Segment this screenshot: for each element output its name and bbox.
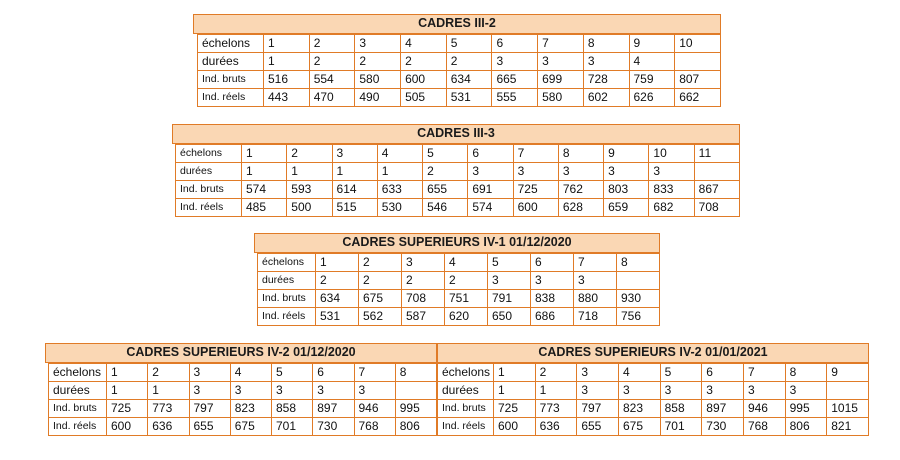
row-reels [176, 199, 740, 217]
cell-bruts: 600 [401, 71, 447, 89]
cell-durees: 3 [660, 382, 702, 400]
cell-reels: 628 [558, 199, 603, 217]
cell-durees: 1 [332, 163, 377, 181]
cell-bruts: 797 [189, 400, 230, 418]
cell-durees: 3 [577, 382, 619, 400]
cell-durees: 3 [574, 272, 617, 290]
cell-echelons: 5 [272, 364, 313, 382]
row-label-durees: durées [176, 163, 242, 181]
cell-echelons: 1 [107, 364, 148, 382]
cell-durees: 2 [445, 272, 488, 290]
cell-reels: 768 [354, 418, 395, 436]
row-durees [49, 382, 437, 400]
cell-echelons: 7 [354, 364, 395, 382]
cell-durees: 1 [148, 382, 189, 400]
row-label-bruts: Ind. bruts [49, 400, 107, 418]
table-title: CADRES SUPERIEURS IV-1 01/12/2020 [254, 233, 660, 253]
cell-durees: 3 [189, 382, 230, 400]
cell-durees [617, 272, 660, 290]
cell-bruts: 995 [395, 400, 436, 418]
cell-echelons: 3 [332, 145, 377, 163]
cell-durees: 3 [618, 382, 660, 400]
cell-durees: 3 [468, 163, 513, 181]
cell-echelons: 8 [785, 364, 827, 382]
cell-durees: 1 [107, 382, 148, 400]
cell-echelons: 5 [488, 254, 531, 272]
cell-bruts: 725 [107, 400, 148, 418]
cell-reels: 600 [107, 418, 148, 436]
row-bruts [198, 71, 721, 89]
row-label-durees: durées [438, 382, 494, 400]
cell-reels: 650 [488, 308, 531, 326]
cell-reels: 701 [660, 418, 702, 436]
cell-reels: 701 [272, 418, 313, 436]
cell-echelons: 7 [574, 254, 617, 272]
cell-durees: 3 [558, 163, 603, 181]
cell-echelons: 2 [148, 364, 189, 382]
cell-bruts: 759 [629, 71, 675, 89]
row-reels [438, 418, 869, 436]
row-label-reels: Ind. réels [258, 308, 316, 326]
row-label-reels: Ind. réels [49, 418, 107, 436]
cell-reels: 655 [189, 418, 230, 436]
row-echelons [198, 35, 721, 53]
cell-durees: 3 [272, 382, 313, 400]
cell-bruts: 728 [583, 71, 629, 89]
cell-reels: 675 [618, 418, 660, 436]
cell-reels: 531 [446, 89, 492, 107]
grade-table [48, 363, 437, 436]
cell-bruts: 823 [230, 400, 271, 418]
cell-reels: 730 [702, 418, 744, 436]
row-label-durees: durées [198, 53, 264, 71]
row-label-echelons: échelons [49, 364, 107, 382]
cell-durees: 1 [377, 163, 422, 181]
cell-echelons: 8 [558, 145, 603, 163]
cell-reels: 490 [355, 89, 401, 107]
cell-bruts: 897 [702, 400, 744, 418]
cell-bruts: 725 [494, 400, 536, 418]
cell-reels: 662 [675, 89, 721, 107]
cell-echelons: 3 [355, 35, 401, 53]
cell-bruts: 614 [332, 181, 377, 199]
cell-echelons: 5 [660, 364, 702, 382]
row-bruts [49, 400, 437, 418]
cell-echelons: 3 [577, 364, 619, 382]
grade-table [437, 363, 869, 436]
grade-table [257, 253, 660, 326]
cell-reels: 600 [494, 418, 536, 436]
row-durees [176, 163, 740, 181]
table-cadres-iii-2 [193, 14, 721, 107]
row-bruts [438, 400, 869, 418]
table-title: CADRES III-2 [193, 14, 721, 34]
cell-echelons: 6 [531, 254, 574, 272]
row-reels [49, 418, 437, 436]
cell-bruts: 554 [309, 71, 355, 89]
row-bruts [258, 290, 660, 308]
grade-table [175, 144, 740, 217]
table-cadres-superieurs-iv-1 [254, 233, 660, 326]
cell-reels: 675 [230, 418, 271, 436]
cell-durees [395, 382, 436, 400]
cell-echelons: 9 [604, 145, 649, 163]
cell-durees: 3 [531, 272, 574, 290]
row-label-echelons: échelons [258, 254, 316, 272]
cell-durees [694, 163, 739, 181]
cell-bruts: 823 [618, 400, 660, 418]
cell-durees: 1 [242, 163, 287, 181]
cell-bruts: 867 [694, 181, 739, 199]
cell-bruts: 516 [264, 71, 310, 89]
table-cadres-superieurs-iv-2-2021 [437, 343, 869, 436]
cell-reels: 485 [242, 199, 287, 217]
cell-echelons: 2 [359, 254, 402, 272]
cell-reels: 546 [423, 199, 468, 217]
cell-bruts: 858 [272, 400, 313, 418]
cell-echelons: 4 [445, 254, 488, 272]
row-durees [438, 382, 869, 400]
cell-reels: 659 [604, 199, 649, 217]
cell-echelons: 10 [649, 145, 694, 163]
cell-durees: 3 [649, 163, 694, 181]
cell-echelons: 7 [743, 364, 785, 382]
cell-durees: 2 [309, 53, 355, 71]
cell-durees: 3 [538, 53, 584, 71]
cell-bruts: 580 [355, 71, 401, 89]
cell-bruts: 634 [446, 71, 492, 89]
cell-echelons: 9 [629, 35, 675, 53]
row-label-reels: Ind. réels [198, 89, 264, 107]
cell-reels: 768 [743, 418, 785, 436]
cell-echelons: 4 [230, 364, 271, 382]
cell-bruts: 633 [377, 181, 422, 199]
grade-table [197, 34, 721, 107]
cell-reels: 555 [492, 89, 538, 107]
cell-durees: 2 [446, 53, 492, 71]
cell-durees: 3 [488, 272, 531, 290]
cell-reels: 655 [577, 418, 619, 436]
row-label-bruts: Ind. bruts [438, 400, 494, 418]
row-reels [198, 89, 721, 107]
cell-bruts: 773 [148, 400, 189, 418]
cell-durees [675, 53, 721, 71]
cell-durees: 3 [354, 382, 395, 400]
cell-reels: 806 [395, 418, 436, 436]
cell-durees: 3 [492, 53, 538, 71]
cell-reels: 636 [148, 418, 189, 436]
cell-reels: 500 [287, 199, 332, 217]
cell-bruts: 593 [287, 181, 332, 199]
cell-echelons: 4 [377, 145, 422, 163]
row-durees [258, 272, 660, 290]
cell-durees: 3 [513, 163, 558, 181]
row-label-durees: durées [49, 382, 107, 400]
cell-echelons: 6 [492, 35, 538, 53]
cell-reels: 515 [332, 199, 377, 217]
row-label-bruts: Ind. bruts [198, 71, 264, 89]
row-label-bruts: Ind. bruts [176, 181, 242, 199]
cell-reels: 806 [785, 418, 827, 436]
cell-durees: 3 [583, 53, 629, 71]
cell-durees: 3 [604, 163, 649, 181]
cell-echelons: 8 [583, 35, 629, 53]
cell-bruts: 833 [649, 181, 694, 199]
cell-reels: 730 [313, 418, 354, 436]
cell-reels: 574 [468, 199, 513, 217]
table-title: CADRES III-3 [172, 124, 740, 144]
cell-reels: 470 [309, 89, 355, 107]
cell-echelons: 2 [535, 364, 577, 382]
cell-durees: 2 [316, 272, 359, 290]
cell-echelons: 1 [316, 254, 359, 272]
row-bruts [176, 181, 740, 199]
cell-bruts: 858 [660, 400, 702, 418]
row-label-durees: durées [258, 272, 316, 290]
row-label-echelons: échelons [198, 35, 264, 53]
cell-durees: 3 [785, 382, 827, 400]
cell-reels: 580 [538, 89, 584, 107]
row-echelons [176, 145, 740, 163]
cell-durees: 2 [355, 53, 401, 71]
cell-bruts: 691 [468, 181, 513, 199]
cell-echelons: 6 [313, 364, 354, 382]
cell-echelons: 2 [309, 35, 355, 53]
cell-echelons: 3 [189, 364, 230, 382]
cell-bruts: 946 [743, 400, 785, 418]
row-durees [198, 53, 721, 71]
cell-bruts: 838 [531, 290, 574, 308]
cell-bruts: 751 [445, 290, 488, 308]
cell-reels: 443 [264, 89, 310, 107]
table-title: CADRES SUPERIEURS IV-2 01/01/2021 [437, 343, 869, 363]
row-reels [258, 308, 660, 326]
cell-echelons: 7 [513, 145, 558, 163]
row-label-echelons: échelons [176, 145, 242, 163]
cell-reels: 505 [401, 89, 447, 107]
cell-durees: 4 [629, 53, 675, 71]
cell-echelons: 2 [287, 145, 332, 163]
cell-bruts: 773 [535, 400, 577, 418]
cell-bruts: 791 [488, 290, 531, 308]
cell-echelons: 8 [395, 364, 436, 382]
cell-bruts: 655 [423, 181, 468, 199]
row-echelons [49, 364, 437, 382]
cell-durees: 3 [702, 382, 744, 400]
row-label-bruts: Ind. bruts [258, 290, 316, 308]
cell-reels: 587 [402, 308, 445, 326]
cell-reels: 600 [513, 199, 558, 217]
row-label-echelons: échelons [438, 364, 494, 382]
cell-bruts: 797 [577, 400, 619, 418]
cell-echelons: 1 [264, 35, 310, 53]
cell-bruts: 930 [617, 290, 660, 308]
cell-durees: 3 [313, 382, 354, 400]
cell-bruts: 675 [359, 290, 402, 308]
cell-bruts: 803 [604, 181, 649, 199]
cell-bruts: 807 [675, 71, 721, 89]
cell-bruts: 699 [538, 71, 584, 89]
table-cadres-iii-3 [172, 124, 740, 217]
cell-durees: 3 [743, 382, 785, 400]
cell-bruts: 574 [242, 181, 287, 199]
cell-durees: 2 [359, 272, 402, 290]
cell-echelons: 10 [675, 35, 721, 53]
cell-reels: 620 [445, 308, 488, 326]
cell-echelons: 9 [827, 364, 869, 382]
cell-durees: 2 [423, 163, 468, 181]
cell-bruts: 634 [316, 290, 359, 308]
cell-echelons: 4 [618, 364, 660, 382]
cell-bruts: 708 [402, 290, 445, 308]
cell-reels: 626 [629, 89, 675, 107]
cell-reels: 821 [827, 418, 869, 436]
cell-reels: 530 [377, 199, 422, 217]
cell-durees: 3 [230, 382, 271, 400]
cell-reels: 602 [583, 89, 629, 107]
cell-reels: 562 [359, 308, 402, 326]
cell-bruts: 880 [574, 290, 617, 308]
cell-echelons: 6 [468, 145, 513, 163]
cell-reels: 636 [535, 418, 577, 436]
table-title: CADRES SUPERIEURS IV-2 01/12/2020 [45, 343, 437, 363]
cell-durees: 2 [402, 272, 445, 290]
cell-durees: 2 [401, 53, 447, 71]
cell-echelons: 1 [242, 145, 287, 163]
cell-echelons: 1 [494, 364, 536, 382]
cell-durees [827, 382, 869, 400]
cell-echelons: 8 [617, 254, 660, 272]
cell-durees: 1 [494, 382, 536, 400]
cell-echelons: 5 [423, 145, 468, 163]
cell-bruts: 665 [492, 71, 538, 89]
cell-echelons: 7 [538, 35, 584, 53]
cell-reels: 686 [531, 308, 574, 326]
row-echelons [438, 364, 869, 382]
row-label-reels: Ind. réels [438, 418, 494, 436]
cell-reels: 718 [574, 308, 617, 326]
table-cadres-superieurs-iv-2-2020 [45, 343, 437, 436]
cell-echelons: 6 [702, 364, 744, 382]
cell-bruts: 995 [785, 400, 827, 418]
row-label-reels: Ind. réels [176, 199, 242, 217]
cell-echelons: 5 [446, 35, 492, 53]
cell-reels: 531 [316, 308, 359, 326]
cell-bruts: 1015 [827, 400, 869, 418]
cell-echelons: 4 [401, 35, 447, 53]
cell-durees: 1 [264, 53, 310, 71]
row-echelons [258, 254, 660, 272]
cell-reels: 708 [694, 199, 739, 217]
cell-bruts: 762 [558, 181, 603, 199]
cell-bruts: 725 [513, 181, 558, 199]
cell-bruts: 946 [354, 400, 395, 418]
cell-durees: 1 [287, 163, 332, 181]
cell-bruts: 897 [313, 400, 354, 418]
cell-echelons: 3 [402, 254, 445, 272]
cell-echelons: 11 [694, 145, 739, 163]
cell-reels: 682 [649, 199, 694, 217]
cell-durees: 1 [535, 382, 577, 400]
cell-reels: 756 [617, 308, 660, 326]
